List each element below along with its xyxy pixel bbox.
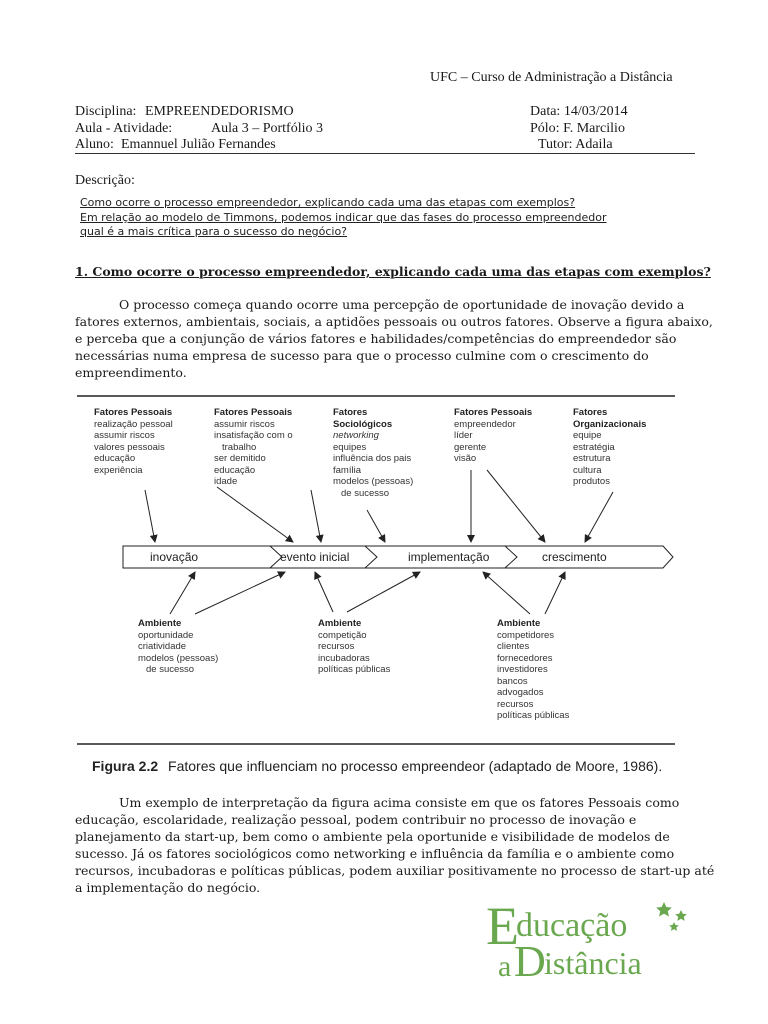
arrow-sociologicos-evento: [311, 490, 321, 542]
paragraph-line: planejamento da start-up, bem como o ambiente pela oportunide e visibilidade de modelos de: [75, 829, 670, 844]
environment-item: clientes: [497, 641, 530, 652]
factor-item: valores pessoais: [94, 441, 165, 453]
factor-item: assumir riscos: [94, 430, 155, 441]
factor-group-organizacionais: [573, 407, 646, 488]
factor-item: empreendedor: [454, 418, 516, 430]
student-value: Emannuel Julião Fernandes: [121, 137, 276, 152]
factor-item: de sucesso: [341, 487, 390, 499]
lesson-label: Aula - Atividade:: [75, 121, 173, 136]
arrow-ambiente3-implementacao: [483, 572, 530, 614]
paragraph-interpretation: [75, 794, 714, 896]
course-title: UFC – Curso de Administração a Distância: [430, 70, 673, 85]
environment-group-title: Ambiente: [318, 618, 362, 629]
environment-group-title: Ambiente: [138, 618, 182, 629]
factor-item: equipes: [333, 441, 367, 453]
factor-item: estratégia: [573, 441, 615, 453]
factor-group-pessoais-3: [454, 407, 532, 465]
logo-letter-d: D: [514, 937, 546, 980]
paragraph-line: e perceba que a conjunção de vários fatores e habilidades/competências do empreendedor são: [75, 331, 677, 346]
discipline-label: Disciplina:: [75, 104, 137, 119]
student-label: Aluno:: [75, 137, 114, 152]
environment-group-1: [138, 618, 218, 676]
arrow-ambiente3-crescimento: [545, 572, 565, 614]
description-line-1: Como ocorre o processo empreendedor, explicando cada uma das etapas com exemplos?: [80, 196, 576, 209]
factor-item: produtos: [573, 476, 610, 487]
environment-item: investidores: [497, 664, 548, 675]
environment-group-3: [497, 618, 569, 722]
description-line-3: qual é a mais crítica para o sucesso do negócio?: [80, 225, 348, 238]
environment-item: oportunidade: [138, 629, 194, 641]
logo-letter-a: a: [498, 950, 512, 980]
date-text: Data: 14/03/2014: [530, 104, 628, 119]
environment-item: de sucesso: [146, 664, 195, 675]
factor-group-sociologicos: [333, 407, 413, 499]
factor-item: networking: [333, 430, 379, 441]
figure-caption-text: Fatores que influenciam no processo empreendeor (adaptado de Moore, 1986).: [168, 758, 663, 774]
logo-stars-icon: [656, 902, 687, 931]
paragraph-line: necessárias numa empresa de sucesso para que o processo culmine com o crescimento do: [75, 348, 649, 363]
logo-letter-e: E: [486, 896, 519, 956]
environment-item: recursos: [497, 698, 534, 710]
arrow-ambiente2-evento: [315, 572, 333, 612]
environment-group-2: [318, 618, 390, 676]
stage-label: evento inicial: [280, 550, 350, 564]
educacao-distancia-logo: [486, 896, 696, 980]
factor-item: insatisfação com o: [214, 430, 293, 441]
arrow-pessoais-inovacao: [145, 490, 155, 542]
tutor-text: Tutor: Adaila: [538, 137, 613, 152]
arrow-pessoais-crescimento: [487, 470, 545, 542]
paragraph-line: empreendimento.: [75, 365, 187, 380]
paragraph-line: O processo começa quando ocorre uma percepção de oportunidade de inovação devido a: [119, 297, 685, 312]
paragraph-line: recursos, incubadoras e políticas públicas, podem auxiliar positivamente no processo de start-up até: [75, 863, 715, 878]
factor-item: estrutura: [573, 453, 611, 464]
factor-item: educação: [94, 453, 136, 464]
figure-caption: [92, 758, 662, 774]
factor-item: equipe: [573, 430, 602, 441]
factor-group-title: Fatores: [573, 407, 608, 418]
paragraph-line: fatores externos, ambientais, sociais, a aptidões pessoais ou outros fatores. Observe a figura abaixo,: [75, 314, 713, 329]
stage-label: inovação: [150, 550, 199, 564]
paragraph-intro: [75, 296, 713, 381]
environment-item: bancos: [497, 675, 528, 687]
discipline-value: EMPREENDEDORISMO: [145, 104, 294, 119]
factor-group-title: Sociológicos: [333, 418, 393, 430]
paragraph-line: a implementação do negócio.: [75, 880, 261, 895]
factor-group-title: Fatores Pessoais: [454, 407, 533, 418]
environment-item: competição: [318, 629, 367, 641]
factor-item: experiência: [94, 464, 143, 476]
factor-item: idade: [214, 476, 238, 487]
description-label: Descrição:: [75, 173, 135, 188]
section-heading: 1. Como ocorre o processo empreendedor, explicando cada uma das etapas com exemplos?: [75, 264, 711, 279]
arrow-ambiente1-evento: [195, 572, 285, 614]
logo-word-educacao: ducação: [516, 907, 628, 944]
environment-item: competidores: [497, 629, 555, 641]
factor-group-title: Organizacionais: [573, 418, 647, 430]
arrow-ambiente1-inovacao: [170, 572, 195, 614]
paragraph-line: sucesso. Já os fatores sociológicos como networking e influência da família e o ambiente como: [75, 846, 675, 861]
factor-item: ser demitido: [214, 453, 266, 464]
arrow-ambiente2-implementacao: [347, 572, 420, 612]
logo-art: [486, 896, 696, 980]
environment-item: incubadoras: [318, 652, 370, 664]
environment-item: modelos (pessoas): [138, 652, 219, 664]
logo-word-distancia: istância: [544, 945, 642, 980]
factor-item: líder: [454, 430, 473, 441]
arrow-sociologicos-implementacao: [367, 510, 385, 542]
lesson-value: Aula 3 – Portfólio 3: [211, 121, 323, 136]
environment-item: advogados: [497, 687, 544, 698]
factor-group-title: Fatores: [333, 407, 368, 418]
environment-item: políticas públicas: [318, 664, 391, 675]
factor-item: trabalho: [222, 441, 257, 453]
arrow-organizacionais-crescimento: [585, 492, 613, 542]
environment-item: políticas públicas: [497, 710, 570, 721]
factor-group-title: Fatores Pessoais: [214, 407, 293, 418]
factor-group-pessoais-1: [94, 407, 173, 476]
description-line-2: Em relação ao modelo de Timmons, podemos indicar que das fases do processo empreendedor: [80, 211, 607, 224]
stage-label: crescimento: [542, 550, 607, 564]
factor-item: influência dos pais: [333, 453, 412, 464]
environment-item: fornecedores: [497, 652, 553, 664]
environment-group-title: Ambiente: [497, 618, 541, 629]
arrow-pessoais-evento: [217, 487, 293, 542]
polo-text: Pólo: F. Marcilio: [530, 121, 625, 136]
factor-item: visão: [454, 453, 477, 464]
header-rule: [75, 153, 695, 154]
factor-item: realização pessoal: [94, 418, 173, 430]
factor-group-pessoais-2: [214, 407, 293, 488]
factor-item: cultura: [573, 464, 602, 476]
factor-item: educação: [214, 464, 256, 476]
environment-item: criatividade: [138, 641, 187, 652]
factor-item: família: [333, 464, 361, 476]
figure-moore-process: [75, 392, 695, 782]
paragraph-line: Um exemplo de interpretação da figura acima consiste em que os fatores Pessoais como: [119, 795, 680, 810]
environment-item: recursos: [318, 641, 355, 652]
factor-item: modelos (pessoas): [333, 476, 414, 487]
factor-item: gerente: [454, 441, 487, 453]
paragraph-line: educação, escolaridade, realização pessoal, podem contribuir no processo de inovação e: [75, 812, 637, 827]
stage-label: implementação: [408, 550, 490, 564]
factor-group-title: Fatores Pessoais: [94, 407, 173, 418]
figure-caption-label: Figura 2.2: [92, 758, 159, 774]
factor-item: assumir riscos: [214, 418, 275, 430]
